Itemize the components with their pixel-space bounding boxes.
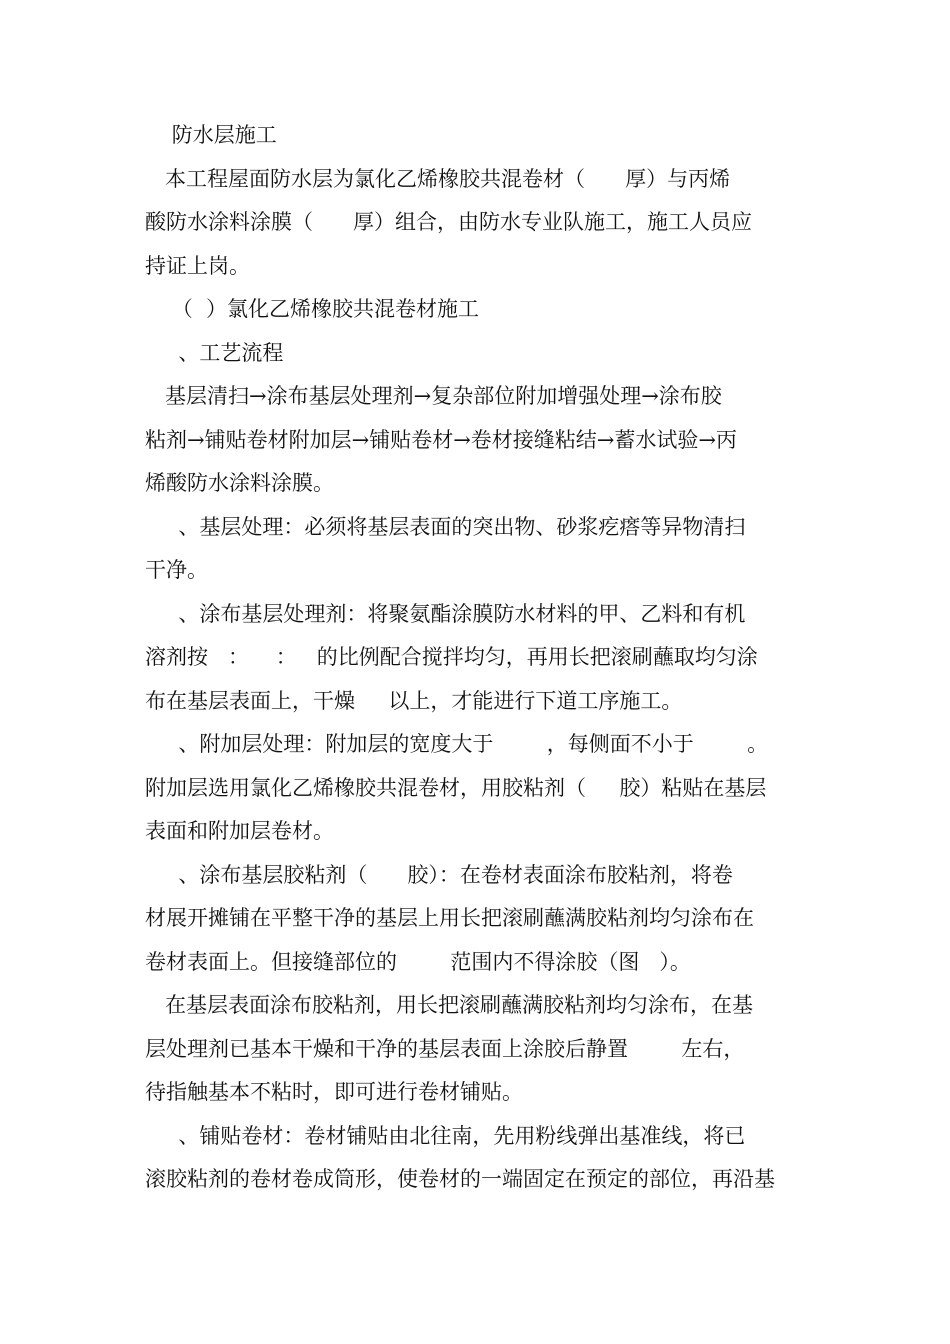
body-line: 滚胶粘剂的卷材卷成筒形，使卷材的一端固定在预定的部位，再沿基: [145, 1167, 775, 1191]
item-heading: 、工艺流程: [145, 340, 284, 365]
body-line: 、基层处理：必须将基层表面的突出物、砂浆疙瘩等异物清扫: [145, 514, 746, 539]
subsection-heading: （ ）氯化乙烯橡胶共混卷材施工: [145, 297, 480, 321]
body-line: 附加层选用氯化乙烯橡胶共混卷材，用胶粘剂（ 胶）粘贴在基层: [145, 775, 767, 800]
body-line: 干净。: [145, 558, 208, 582]
document-body: [145, 114, 815, 1202]
body-line: 本工程屋面防水层为氯化乙烯橡胶共混卷材（ 厚）与丙烯: [145, 166, 731, 191]
body-line: 在基层表面涂布胶粘剂，用长把滚刷蘸满胶粘剂均匀涂布，在基: [145, 993, 754, 1017]
body-line: 持证上岗。: [145, 253, 250, 278]
body-line: 溶剂按 ： ： 的比例配合搅拌均匀，再用长把滚刷蘸取均匀涂: [145, 645, 758, 669]
body-line: 布在基层表面上，干燥 以上，才能进行下道工序施工。: [145, 688, 683, 713]
body-line: 、涂布基层胶粘剂（ 胶）：在卷材表面涂布胶粘剂，将卷: [145, 862, 733, 887]
body-line: 、附加层处理：附加层的宽度大于 ，每侧面不小于 。: [145, 732, 769, 756]
section-heading: 防水层施工: [145, 123, 277, 147]
body-line: 烯酸防水涂料涂膜。: [145, 471, 334, 495]
body-line: 、涂布基层处理剂：将聚氨酯涂膜防水材料的甲、乙料和有机: [145, 601, 746, 626]
body-line: 粘剂→铺贴卷材附加层→铺贴卷材→卷材接缝粘结→蓄水试验→丙: [145, 427, 737, 452]
body-line: 卷材表面上。但接缝部位的 范围内不得涂胶（图 ）。: [145, 949, 691, 974]
body-line: 表面和附加层卷材。: [145, 819, 334, 843]
body-line: 待指触基本不粘时，即可进行卷材铺贴。: [145, 1080, 523, 1104]
body-line: 层处理剂已基本干燥和干净的基层表面上涂胶后静置 左右，: [145, 1036, 745, 1061]
body-line: 材展开摊铺在平整干净的基层上用长把滚刷蘸满胶粘剂均匀涂布在: [145, 906, 754, 930]
body-line: 酸防水涂料涂膜（ 厚）组合，由防水专业队施工，施工人员应: [145, 210, 753, 234]
body-line: 基层清扫→涂布基层处理剂→复杂部位附加增强处理→涂布胶: [145, 384, 722, 408]
body-line: 、铺贴卷材：卷材铺贴由北往南，先用粉线弹出基准线，将已: [145, 1123, 746, 1148]
